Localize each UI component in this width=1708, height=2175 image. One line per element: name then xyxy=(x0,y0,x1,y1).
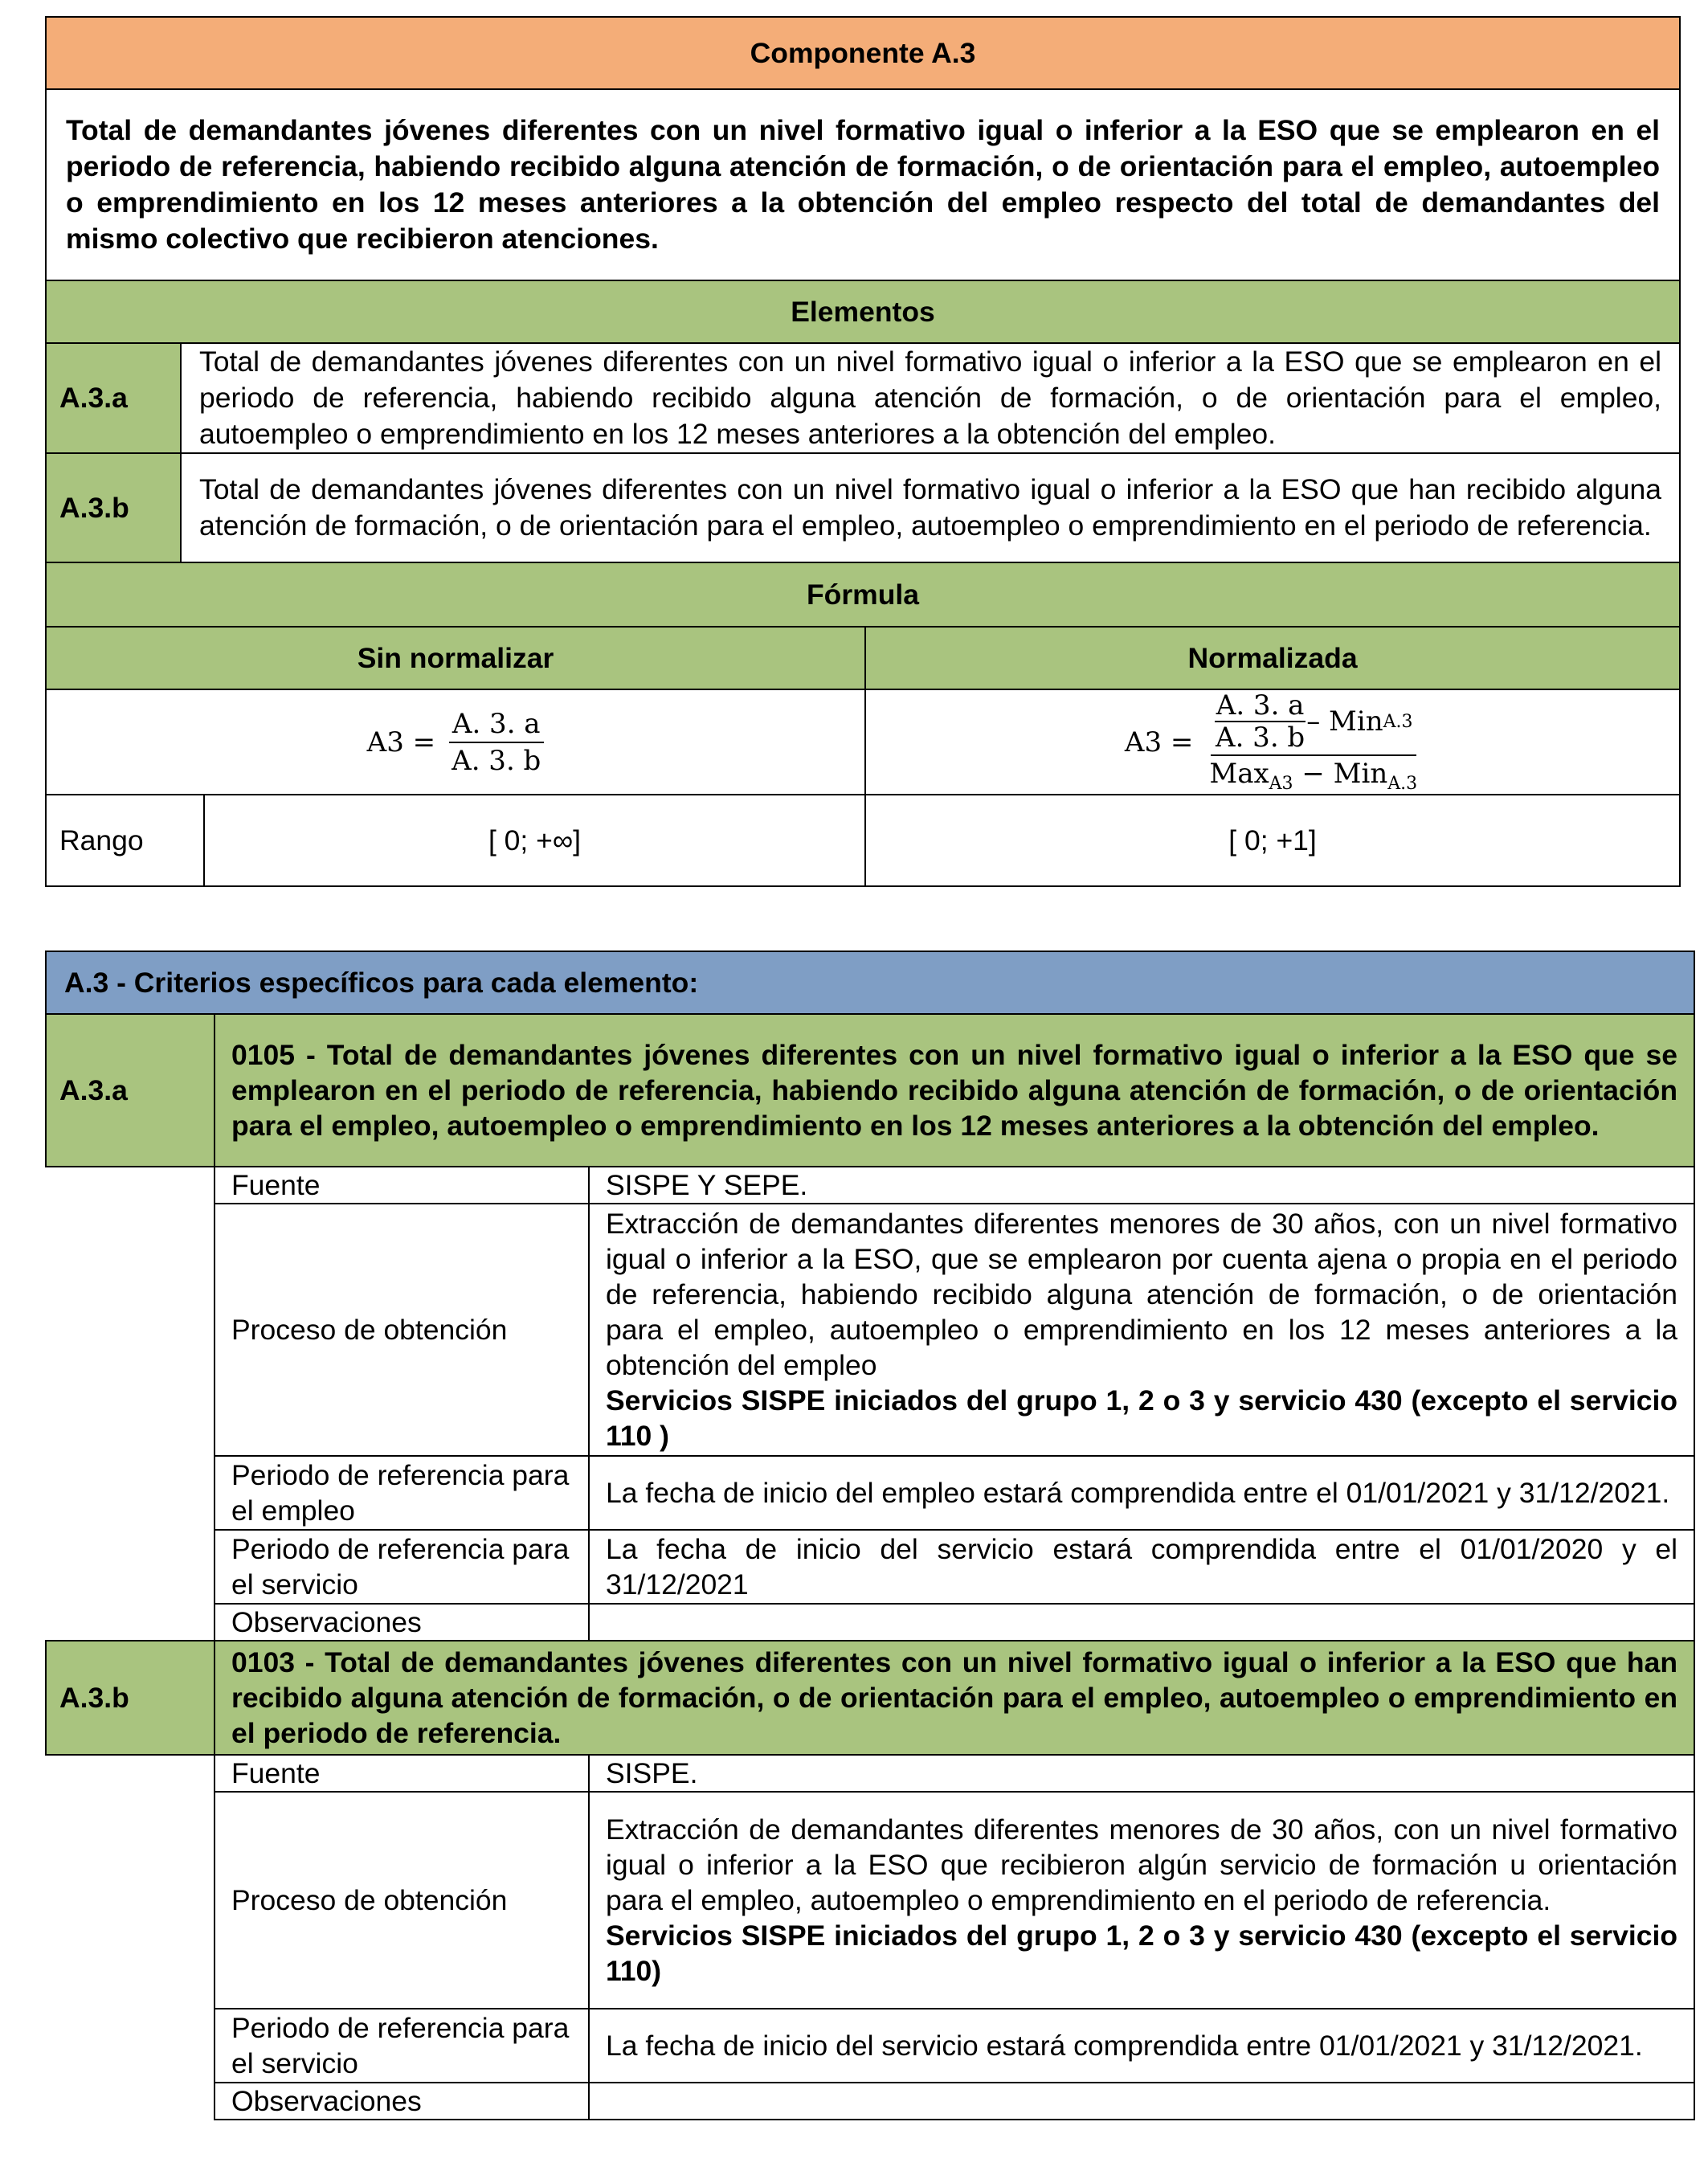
fuente-label: Fuente xyxy=(215,1755,589,1792)
observaciones-value xyxy=(589,1604,1694,1641)
elemento-text: Total de demandantes jóvenes diferentes con un nivel formativo igual o inferior a la ESO que se emplearon en el periodo de referencia, habiendo recibido alguna atención de formación, o de orientación para el empleo, autoempleo o emprendimiento en los 12 meses anteriores a la obtención del empleo. xyxy=(181,343,1680,453)
componente-table xyxy=(45,16,1681,887)
proceso-value xyxy=(589,1204,1694,1456)
formula-lhs: A3 = xyxy=(1124,726,1194,758)
fuente-value: SISPE. xyxy=(589,1755,1694,1792)
elemento-label: A.3.b xyxy=(46,453,181,562)
periodo-empleo-value: La fecha de inicio del empleo estará comprendida entre el 01/01/2021 y 31/12/2021. xyxy=(589,1456,1694,1530)
rango-sin-normalizar: [ 0; +∞] xyxy=(204,795,865,886)
fuente-value: SISPE Y SEPE. xyxy=(589,1167,1694,1204)
formula-inner-denominator: A. 3. b xyxy=(1216,722,1306,754)
sin-normalizar-header: Sin normalizar xyxy=(46,627,865,689)
criterio-label: A.3.b xyxy=(46,1641,215,1755)
proceso-label: Proceso de obtención xyxy=(215,1204,589,1456)
normalizada-header: Normalizada xyxy=(865,627,1680,689)
criterios-header: A.3 - Criterios específicos para cada elemento: xyxy=(46,951,1694,1014)
formula-minus-min: – Min xyxy=(1306,705,1383,738)
formula-den-minus-min: − Min xyxy=(1293,758,1388,790)
elementos-header: Elementos xyxy=(46,280,1680,343)
fuente-label: Fuente xyxy=(215,1167,589,1204)
criterio-title: 0105 - Total de demandantes jóvenes diferentes con un nivel formativo igual o inferior a la ESO que se emplearon en el periodo de referencia, habiendo recibido alguna atención de formación, o de orientación para el empleo, autoempleo o emprendimiento en los 12 meses anteriores a la obtención del empleo. xyxy=(215,1014,1694,1167)
rango-label: Rango xyxy=(46,795,204,886)
periodo-servicio-label: Periodo de referencia para el servicio xyxy=(215,1530,589,1604)
formula-header: Fórmula xyxy=(46,562,1680,627)
componente-title: Componente A.3 xyxy=(46,17,1680,89)
proceso-bold-text: Servicios SISPE iniciados del grupo 1, 2 o 3 y servicio 430 (excepto el servicio 110) xyxy=(606,1919,1678,1987)
formula-den-min-subscript: A.3 xyxy=(1387,774,1418,794)
formula-normalizada xyxy=(865,689,1680,795)
criterio-label: A.3.a xyxy=(46,1014,215,1167)
criterio-title: 0103 - Total de demandantes jóvenes diferentes con un nivel formativo igual o inferior a la ESO que han recibido alguna atención de formación, o de orientación para el empleo, autoempleo o emprendimiento en el periodo de referencia. xyxy=(215,1641,1694,1755)
proceso-text: Extracción de demandantes diferentes menores de 30 años, con un nivel formativo igual o inferior a la ESO que recibieron algún servicio de formación u orientación para el empleo, autoempleo o emprendimiento en el periodo de referencia. xyxy=(606,1813,1678,1916)
formula-denominator: A. 3. b xyxy=(452,744,541,777)
proceso-value xyxy=(589,1792,1694,2009)
periodo-servicio-value: La fecha de inicio del servicio estará comprendida entre 01/01/2021 y 31/12/2021. xyxy=(589,2009,1694,2083)
formula-inner-numerator: A. 3. a xyxy=(1216,689,1305,722)
criterios-table xyxy=(45,951,1695,2120)
elemento-label: A.3.a xyxy=(46,343,181,453)
formula-min-subscript: A.3 xyxy=(1383,711,1413,732)
periodo-servicio-label: Periodo de referencia para el servicio xyxy=(215,2009,589,2083)
formula-max-subscript: A3 xyxy=(1269,774,1293,794)
elemento-text: Total de demandantes jóvenes diferentes con un nivel formativo igual o inferior a la ESO que han recibido alguna atención de formación, o de orientación para el empleo, autoempleo o emprendimiento en el periodo de referencia. xyxy=(181,453,1680,562)
proceso-label: Proceso de obtención xyxy=(215,1792,589,2009)
componente-description: Total de demandantes jóvenes diferentes con un nivel formativo igual o inferior a la ESO que se emplearon en el periodo de referencia, habiendo recibido alguna atención de formación, o de orientación para el empleo, autoempleo o emprendimiento en los 12 meses anteriores a la obtención del empleo respecto del total de demandantes del mismo colectivo que recibieron atenciones. xyxy=(46,89,1680,280)
spacer xyxy=(46,1755,215,2120)
observaciones-label: Observaciones xyxy=(215,1604,589,1641)
periodo-servicio-value: La fecha de inicio del servicio estará comprendida entre el 01/01/2020 y el 31/12/2021 xyxy=(589,1530,1694,1604)
observaciones-label: Observaciones xyxy=(215,2083,589,2120)
observaciones-value xyxy=(589,2083,1694,2120)
proceso-text: Extracción de demandantes diferentes menores de 30 años, con un nivel formativo igual o inferior a la ESO, que se emplearon por cuenta ajena o propia en el periodo de referencia, habiendo recibido alguna atención de formación, o de orientación para el empleo, autoempleo o emprendimiento en los 12 meses anteriores a la obtención del empleo xyxy=(606,1208,1678,1381)
proceso-bold-text: Servicios SISPE iniciados del grupo 1, 2 o 3 y servicio 430 (excepto el servicio 110 ) xyxy=(606,1384,1678,1452)
formula-sin-normalizar xyxy=(46,689,865,795)
formula-lhs: A3 = xyxy=(366,726,436,758)
formula-numerator: A. 3. a xyxy=(449,708,544,743)
rango-normalizada: [ 0; +1] xyxy=(865,795,1680,886)
periodo-empleo-label: Periodo de referencia para el empleo xyxy=(215,1456,589,1530)
formula-max: Max xyxy=(1209,758,1269,790)
spacer xyxy=(46,1167,215,1641)
